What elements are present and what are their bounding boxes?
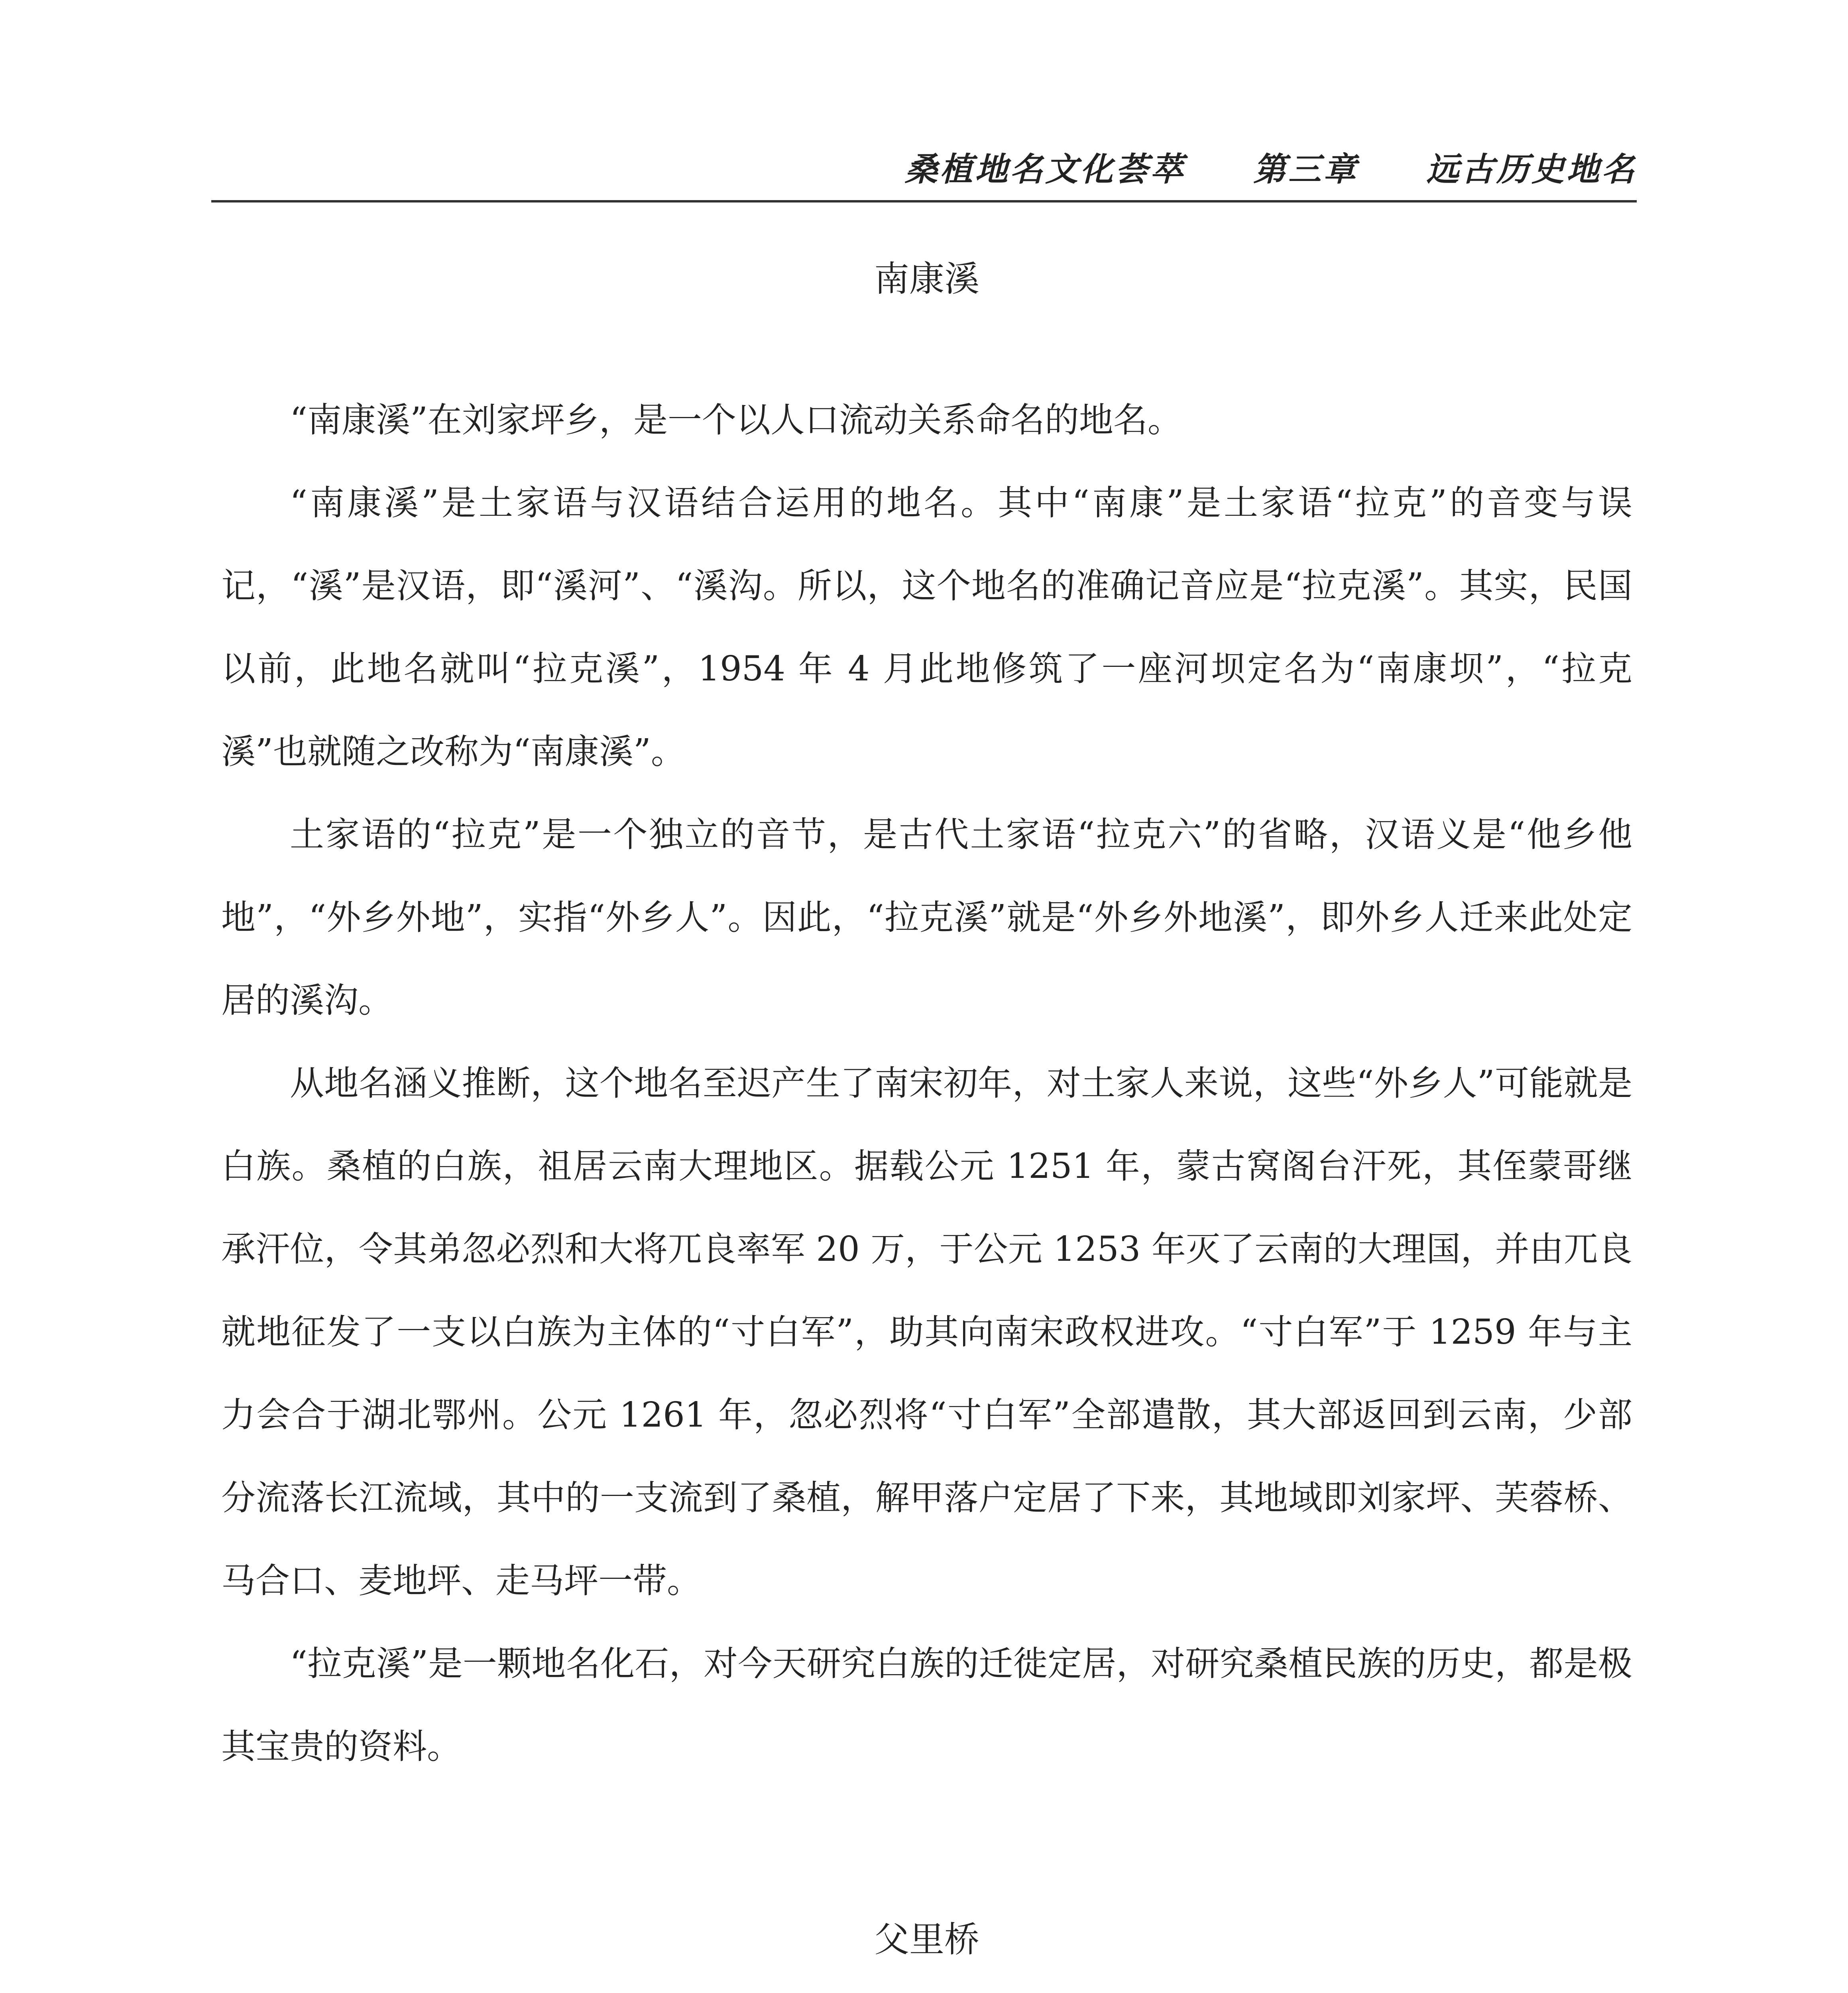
header-rule <box>211 200 1637 202</box>
paragraph: 从地名涵义推断，这个地名至迟产生了南宋初年，对土家人来说，这些“外乡人”可能就是白族。桑植的白族，祖居云南大理地区。据载公元 1251 年，蒙古窝阁台汗死，其侄蒙哥继承汗位，令其弟忽必烈和大将兀良率军 20 万，于公元 1253 年灭了云南的大理国，并由兀良就地征发了一支以白族为主体的“寸白军”，助其向南宋政权进攻。“寸白军”于 1259 年与主力会合于湖北鄂州。公元 1261 年，忽必烈将“寸白军”全部遣散，其大部返回到云南，少部分流落长江流域，其中的一支流到了桑植，解甲落户定居了下来，其地域即刘家坪、芙蓉桥、马合口、麦地坪、走马坪一带。 <box>221 1063 1632 1601</box>
running-header <box>905 143 1637 190</box>
paragraph: “南康溪”是土家语与汉语结合运用的地名。其中“南康”是土家语“拉克”的音变与误记，“溪”是汉语，即“溪河”、“溪沟。所以，这个地名的准确记音应是“拉克溪”。其实，民国以前，此地名就叫“拉克溪”，1954 年 4 月此地修筑了一座河坝定名为“南康坝”，“拉克溪”也就随之改称为“南康溪”。 <box>221 483 1632 772</box>
section-title: 父里桥 <box>874 1919 979 1960</box>
section-title: 南康溪 <box>874 258 979 299</box>
header-chapter: 第三章 <box>1253 150 1358 189</box>
header-book-title: 桑植地名文化荟萃 <box>905 150 1185 189</box>
paragraph: 土家语的“拉克”是一个独立的音节，是古代土家语“拉克六”的省略，汉语义是“他乡他地”，“外乡外地”，实指“外乡人”。因此，“拉克溪”就是“外乡外地溪”，即外乡人迁来此处定居的溪沟。 <box>221 815 1632 1020</box>
header-chapter-title: 远古历史地名 <box>1426 150 1637 189</box>
paragraph: “拉克溪”是一颗地名化石，对今天研究白族的迁徙定居，对研究桑植民族的历史，都是极其宝贵的资料。 <box>221 1644 1632 1767</box>
page-body <box>221 239 1632 1993</box>
paragraph: “南康溪”在刘家坪乡，是一个以人口流动关系命名的地名。 <box>290 400 1182 440</box>
